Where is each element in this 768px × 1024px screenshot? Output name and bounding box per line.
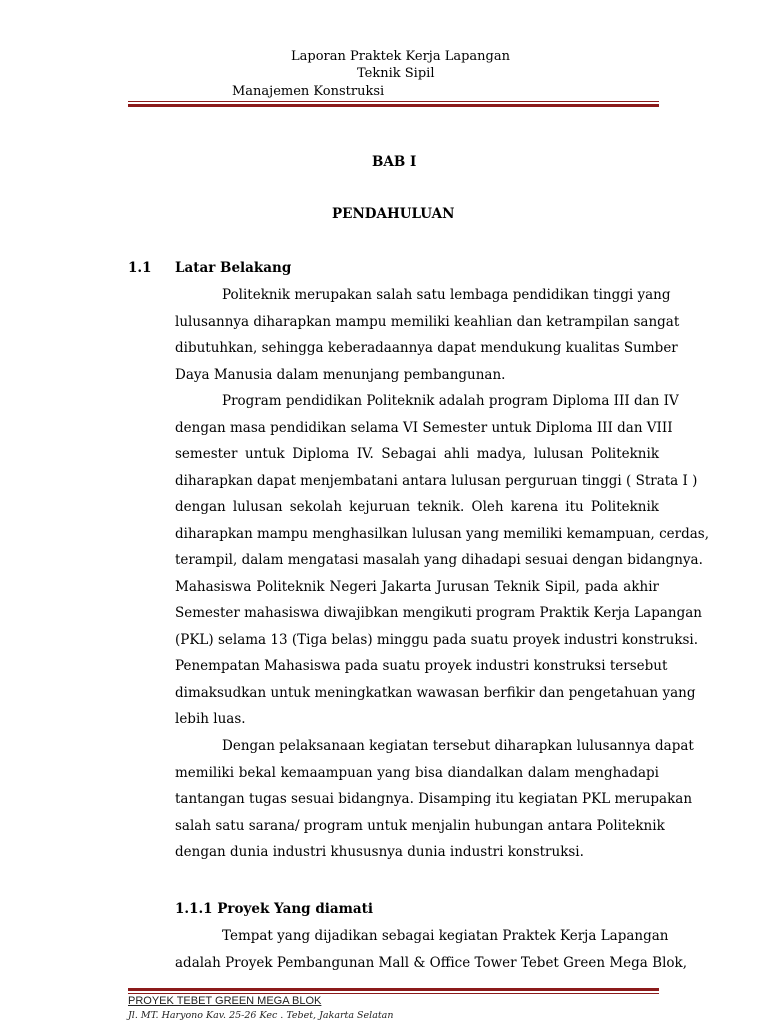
footer-rule-thick xyxy=(128,988,659,991)
body-line: diharapkan mampu menghasilkan lulusan yang memiliki kemampuan, cerdas, xyxy=(175,526,710,542)
body-line: lebih luas. xyxy=(175,711,246,727)
body-line: Tempat yang dijadikan sebagai kegiatan Praktek Kerja Lapangan xyxy=(222,928,669,944)
body-line: adalah Proyek Pembangunan Mall & Office Tower Tebet Green Mega Blok, xyxy=(175,955,687,971)
header-rule-thin xyxy=(128,101,659,102)
body-line: tantangan tugas sesuai bidangnya. Disamping itu kegiatan PKL merupakan xyxy=(175,791,693,807)
body-line: Daya Manusia dalam menunjang pembangunan. xyxy=(175,367,506,383)
header-line-3: Manajemen Konstruksi xyxy=(232,84,385,99)
subsection-title: 1.1.1 Proyek Yang diamati xyxy=(175,901,374,917)
section-number: 1.1 xyxy=(128,260,152,276)
footer-address: Jl. MT. Haryono Kav. 25-26 Kec . Tebet, Jakarta Selatan xyxy=(128,1010,394,1021)
body-line: terampil, dalam mengatasi masalah yang dihadapi sesuai dengan bidangnya. xyxy=(175,552,703,568)
body-line: semester untuk Diploma IV. Sebagai ahli madya, lulusan Politeknik xyxy=(175,446,659,462)
body-line: Program pendidikan Politeknik adalah program Diploma III dan IV xyxy=(222,393,679,409)
header-line-1: Laporan Praktek Kerja Lapangan xyxy=(291,49,510,64)
body-line: Politeknik merupakan salah satu lembaga pendidikan tinggi yang xyxy=(222,287,671,303)
footer-title: PROYEK TEBET GREEN MEGA BLOK xyxy=(128,995,322,1007)
body-line: diharapkan dapat menjembatani antara lulusan perguruan tinggi ( Strata I ) xyxy=(175,473,698,489)
section-title: Latar Belakang xyxy=(175,260,292,276)
body-line: Mahasiswa Politeknik Negeri Jakarta Jurusan Teknik Sipil, pada akhir xyxy=(175,579,659,595)
body-line: lulusannya diharapkan mampu memiliki keahlian dan ketrampilan sangat xyxy=(175,314,680,330)
body-line: salah satu sarana/ program untuk menjalin hubungan antara Politeknik xyxy=(175,818,665,834)
header-line-2: Teknik Sipil xyxy=(357,66,435,81)
body-line: dibutuhkan, sehingga keberadaannya dapat mendukung kualitas Sumber xyxy=(175,340,678,356)
body-line: dengan lulusan sekolah kejuruan teknik. Oleh karena itu Politeknik xyxy=(175,499,659,515)
body-line: memiliki bekal kemaampuan yang bisa diandalkan dalam menghadapi xyxy=(175,765,659,781)
chapter-number: BAB I xyxy=(372,154,417,170)
body-line: dimaksudkan untuk meningkatkan wawasan berfikir dan pengetahuan yang xyxy=(175,685,696,701)
footer-rule-thin xyxy=(128,993,659,994)
body-line: dengan dunia industri khususnya dunia industri konstruksi. xyxy=(175,844,584,860)
body-line: Penempatan Mahasiswa pada suatu proyek industri konstruksi tersebut xyxy=(175,658,668,674)
body-line: Semester mahasiswa diwajibkan mengikuti program Praktik Kerja Lapangan xyxy=(175,605,702,621)
body-line: (PKL) selama 13 (Tiga belas) minggu pada suatu proyek industri konstruksi. xyxy=(175,632,699,648)
header-rule-thick xyxy=(128,104,659,107)
body-line: Dengan pelaksanaan kegiatan tersebut diharapkan lulusannya dapat xyxy=(222,738,694,754)
body-line: dengan masa pendidikan selama VI Semester untuk Diploma III dan VIII xyxy=(175,420,673,436)
chapter-title: PENDAHULUAN xyxy=(332,206,455,222)
